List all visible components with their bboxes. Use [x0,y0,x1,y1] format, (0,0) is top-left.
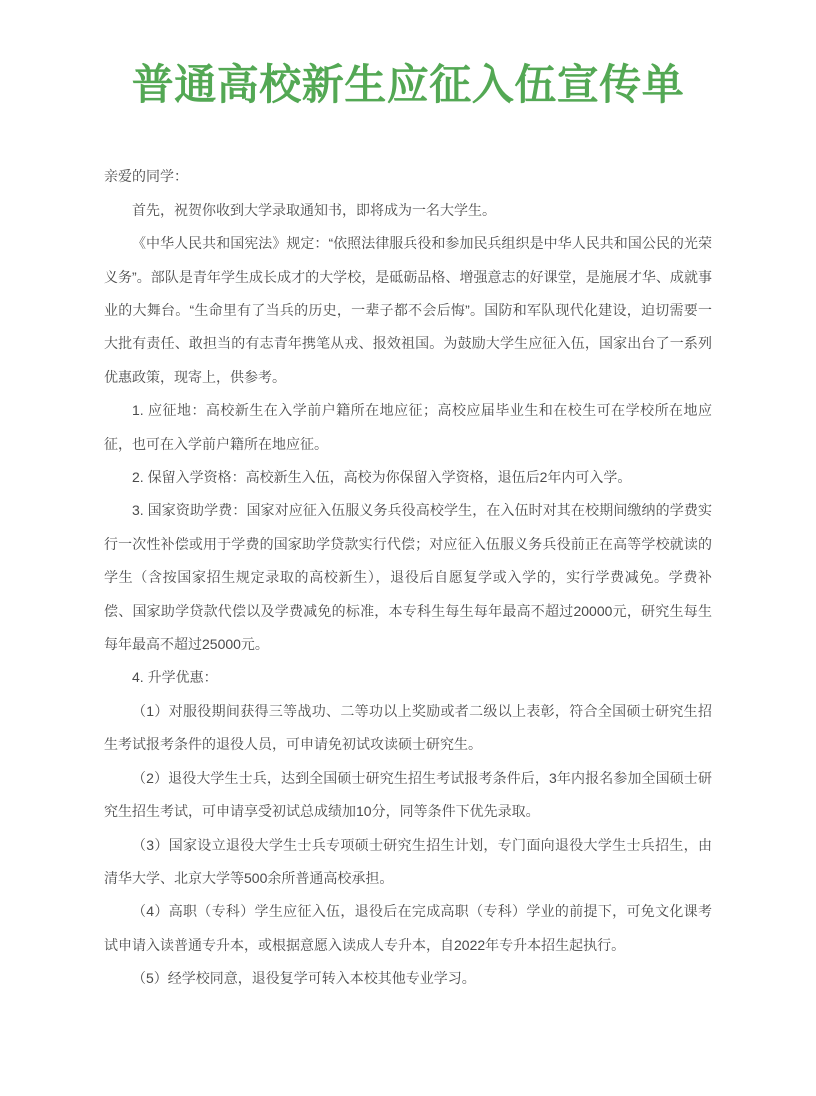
paragraph-benefit-5-major-transfer: （5）经学校同意，退役复学可转入本校其他专业学习。 [132,970,476,987]
page-title: 普通高校新生应征入伍宣传单 [131,63,685,109]
paragraph-policy-3-tuition-subsidy: 3. 国家资助学费：国家对应征入伍服义务兵役高校学生，在入伍时对其在校期间缴纳的学费实行一次性补偿或用于学费的国家助学贷款实行代偿；对应征入伍服义务兵役前正在高等学校就读的学生（含按国家招生规定录取的高校新生），退役后自愿复学或入学的，实行学费减免。学费补偿、国家助学贷款代偿以及学费减免的标准，本专科生每生每年最高不超过20000元，研究生每生每年最高不超过25000元。 [104,502,712,653]
paragraph-congratulations: 首先，祝贺你收到大学录取通知书，即将成为一名大学生。 [132,201,496,218]
paragraph-benefit-4-vocational-upgrade: （4）高职（专科）学生应征入伍，退役后在完成高职（专科）学业的前提下，可免文化课考试申请入读普通专升本，或根据意愿入读成人专升本，自2022年专升本招生起执行。 [104,903,712,953]
paragraph-policy-1-enlistment-place: 1. 应征地：高校新生在入学前户籍所在地应征；高校应届毕业生和在校生可在学校所在地应征，也可在入学前户籍所在地应征。 [104,402,712,452]
document-body [104,160,712,995]
paragraph-constitution-intro: 《中华人民共和国宪法》规定：“依照法律服兵役和参加民兵组织是中华人民共和国公民的光荣义务”。部队是青年学生成长成才的大学校，是砥砺品格、增强意志的好课堂，是施展才华、成就事业的大舞台。“生命里有了当兵的历史，一辈子都不会后悔”。国防和军队现代化建设，迫切需要一大批有责任、敢担当的有志青年携笔从戎、报效祖国。为鼓励大学生应征入伍，国家出台了一系列优惠政策，现寄上，供参考。 [104,235,712,385]
paragraph-benefit-1-exam-exemption: （1）对服役期间获得三等战功、二等功以上奖励或者二级以上表彰，符合全国硕士研究生招生考试报考条件的退役人员，可申请免初试攻读硕士研究生。 [104,702,712,753]
paragraph-benefit-3-special-enrollment-plan: （3）国家设立退役大学生士兵专项硕士研究生招生计划，专门面向退役大学生士兵招生，由清华大学、北京大学等500余所普通高校承担。 [104,836,712,886]
paragraph-policy-2-admission-retention: 2. 保留入学资格：高校新生入伍，高校为你保留入学资格，退伍后2年内可入学。 [132,469,632,486]
paragraph-policy-4-education-benefits-heading: 4. 升学优惠： [132,669,218,686]
paragraph-salutation: 亲爱的同学： [104,168,188,185]
paragraph-benefit-2-bonus-points: （2）退役大学生士兵，达到全国硕士研究生招生考试报考条件后，3年内报名参加全国硕士研究生招生考试，可申请享受初试总成绩加10分，同等条件下优先录取。 [104,769,712,820]
